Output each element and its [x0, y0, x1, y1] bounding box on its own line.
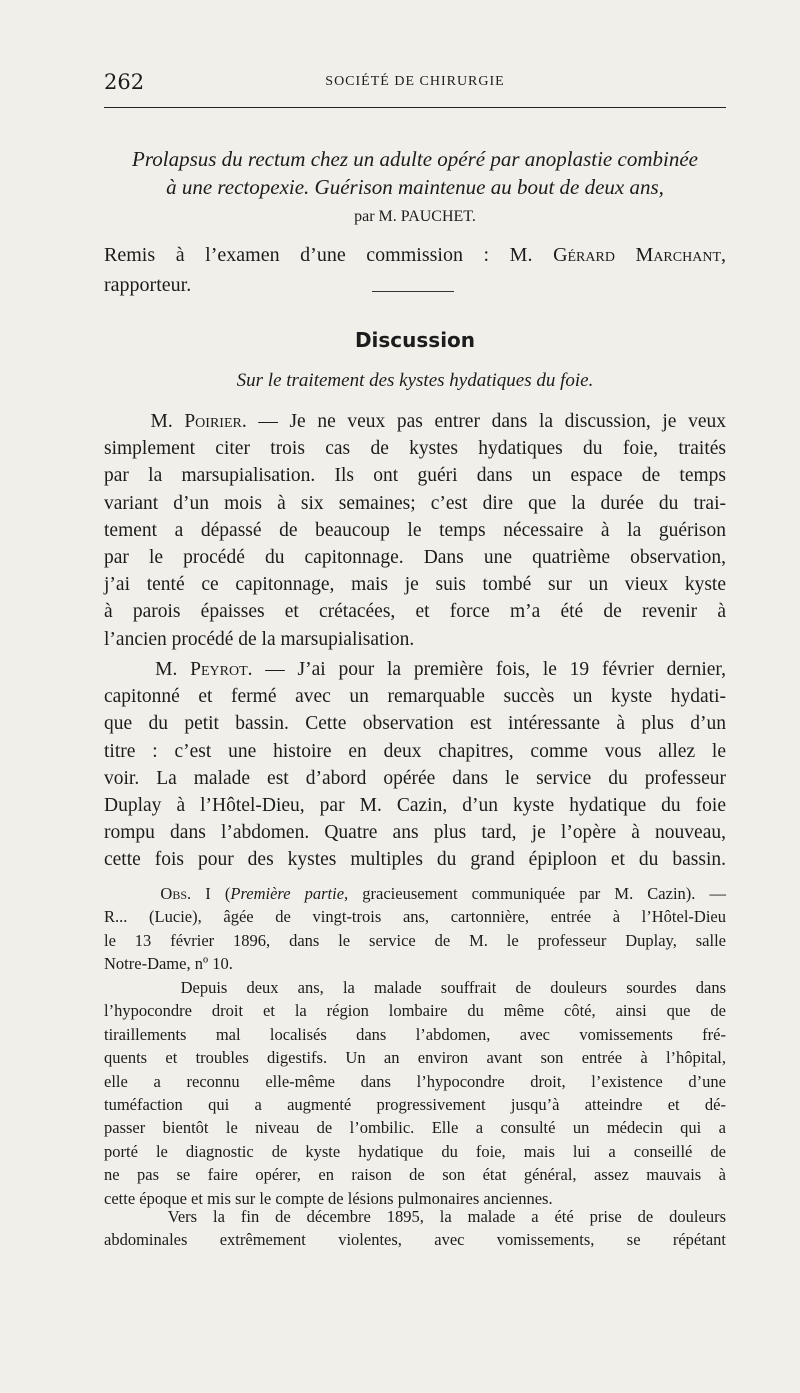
speaker-name: Poirier: [184, 411, 242, 432]
paragraph-line: le 13 février 1896, dans le service de M. le professeur Duplay, salle: [104, 930, 726, 950]
paragraph-line: R... (Lucie), âgée de vingt-trois ans, cartonnière, entrée à l’Hôtel-Dieu: [104, 907, 726, 927]
remis-line-1: Remis à l’examen d’une commission : M. Gérard Marchant,: [104, 244, 726, 266]
obs-italic: Première partie,: [230, 884, 349, 903]
paragraph-line: à parois épaisses et crétacées, et force m’a été de revenir à: [104, 601, 726, 623]
paragraph-line: cette époque et mis sur le compte de lésions pulmonaires anciennes.: [104, 1188, 553, 1208]
paragraph-line: Vers la fin de décembre 1895, la malade a été prise de douleurs: [167, 1207, 726, 1226]
title-line-1: Prolapsus du rectum chez un adulte opéré par anoplastie combinée: [132, 147, 698, 171]
paragraph-line: tuméfaction qui a augmenté progressivement jusqu’à atteindre et dé-: [104, 1095, 726, 1115]
paragraph-line: cette fois pour des kystes multiples du grand épiploon et du bassin.: [104, 849, 726, 871]
paragraph-line: rompu dans l’abdomen. Quatre ans plus tard, je l’opère à nouveau,: [104, 822, 726, 844]
paragraph-line: quents et troubles digestifs. Un an environ avant son entrée à l’hôpital,: [104, 1048, 726, 1068]
paragraph-line: titre : c’est une histoire en deux chapitres, comme vous allez le: [104, 740, 726, 762]
paragraph-line: j’ai tenté ce capitonnage, mais je suis tombé sur un vieux kyste: [104, 574, 726, 596]
page-header: [104, 70, 726, 96]
header-rule: [104, 107, 726, 108]
paragraph-line: Duplay à l’Hôtel-Dieu, par M. Cazin, d’un kyste hydatique du foie: [104, 795, 726, 817]
paragraph-line: capitonné et fermé avec un remarquable succès un kyste hydati-: [104, 686, 726, 708]
paragraph-line: l’ancien procédé de la marsupialisation.: [104, 628, 415, 650]
paragraph-line: M. Poirier. — Je ne veux pas entrer dans la discussion, je veux: [104, 411, 726, 432]
paragraph-line: Notre-Dame, nº 10.: [104, 954, 233, 974]
obs-label: Obs. I: [160, 884, 211, 903]
paragraph-line: passer bientôt le niveau de l’ombilic. Elle a consulté un médecin qui a: [104, 1118, 726, 1138]
paragraph-line: tiraillements mal localisés dans l’abdomen, avec vomissements fré-: [104, 1024, 726, 1044]
speaker-name: Peyrot: [190, 659, 248, 680]
discussion-heading: Discussion: [354, 328, 476, 352]
observation-header: [104, 882, 726, 976]
paragraph-line: que du petit bassin. Cette observation est intéressante à plus d’un: [104, 713, 726, 735]
remis-line-2: rapporteur.: [104, 274, 192, 296]
peyrot-paragraph: [104, 656, 726, 874]
paragraph-line: simplement citer trois cas de kystes hydatiques du foie, traités: [104, 438, 726, 460]
title-line-2: à une rectopexie. Guérison maintenue au bout de deux ans,: [166, 175, 664, 199]
paragraph-line: variant d’un mois à six semaines; c’est dire que la durée du trai-: [104, 492, 726, 514]
paragraph-line: porté le diagnostic de kyste hydatique du foie, mais lui a conseillé de: [104, 1141, 726, 1161]
discussion-subject: Sur le traitement des kystes hydatiques du foie.: [236, 370, 594, 391]
paragraph-line: ne pas se faire opérer, en raison de son état général, assez mauvais à: [104, 1165, 726, 1185]
page-number: 262: [104, 70, 145, 94]
paragraph-line: par la marsupialisation. Ils ont guéri dans un espace de temps: [104, 465, 726, 487]
section-divider: [372, 291, 454, 292]
rapporteur-name: Gérard Marchant,: [553, 244, 726, 266]
observation-paragraph: [104, 1205, 726, 1252]
paragraph-line: abdominales extrêmement violentes, avec vomissements, se répétant: [104, 1230, 726, 1250]
paragraph-line: Depuis deux ans, la malade souffrait de douleurs sourdes dans: [180, 978, 727, 997]
running-head: SOCIÉTÉ DE CHIRURGIE: [325, 74, 505, 89]
paragraph-line: elle a reconnu elle-même dans l’hypocondre droit, l’existence d’une: [104, 1071, 726, 1091]
poirier-paragraph: [104, 408, 726, 653]
observation-paragraph: [104, 976, 726, 1210]
paragraph-line: par le procédé du capitonnage. Dans une quatrième observation,: [104, 547, 726, 569]
author-line: par M. PAUCHET.: [354, 208, 476, 225]
article-title: [104, 145, 726, 201]
paragraph-line: Obs. I (Première partie, gracieusement communiquée par M. Cazin). —: [160, 884, 727, 903]
paragraph-line: tement a dépassé de beaucoup le temps nécessaire à la guérison: [104, 519, 726, 541]
paragraph-line: voir. La malade est d’abord opérée dans le service du professeur: [104, 767, 726, 789]
paragraph-line: l’hypocondre droit et la région lombaire du même côté, ainsi que de: [104, 1001, 726, 1021]
paragraph-line: M. Peyrot. — J’ai pour la première fois, le 19 février dernier,: [104, 659, 726, 680]
